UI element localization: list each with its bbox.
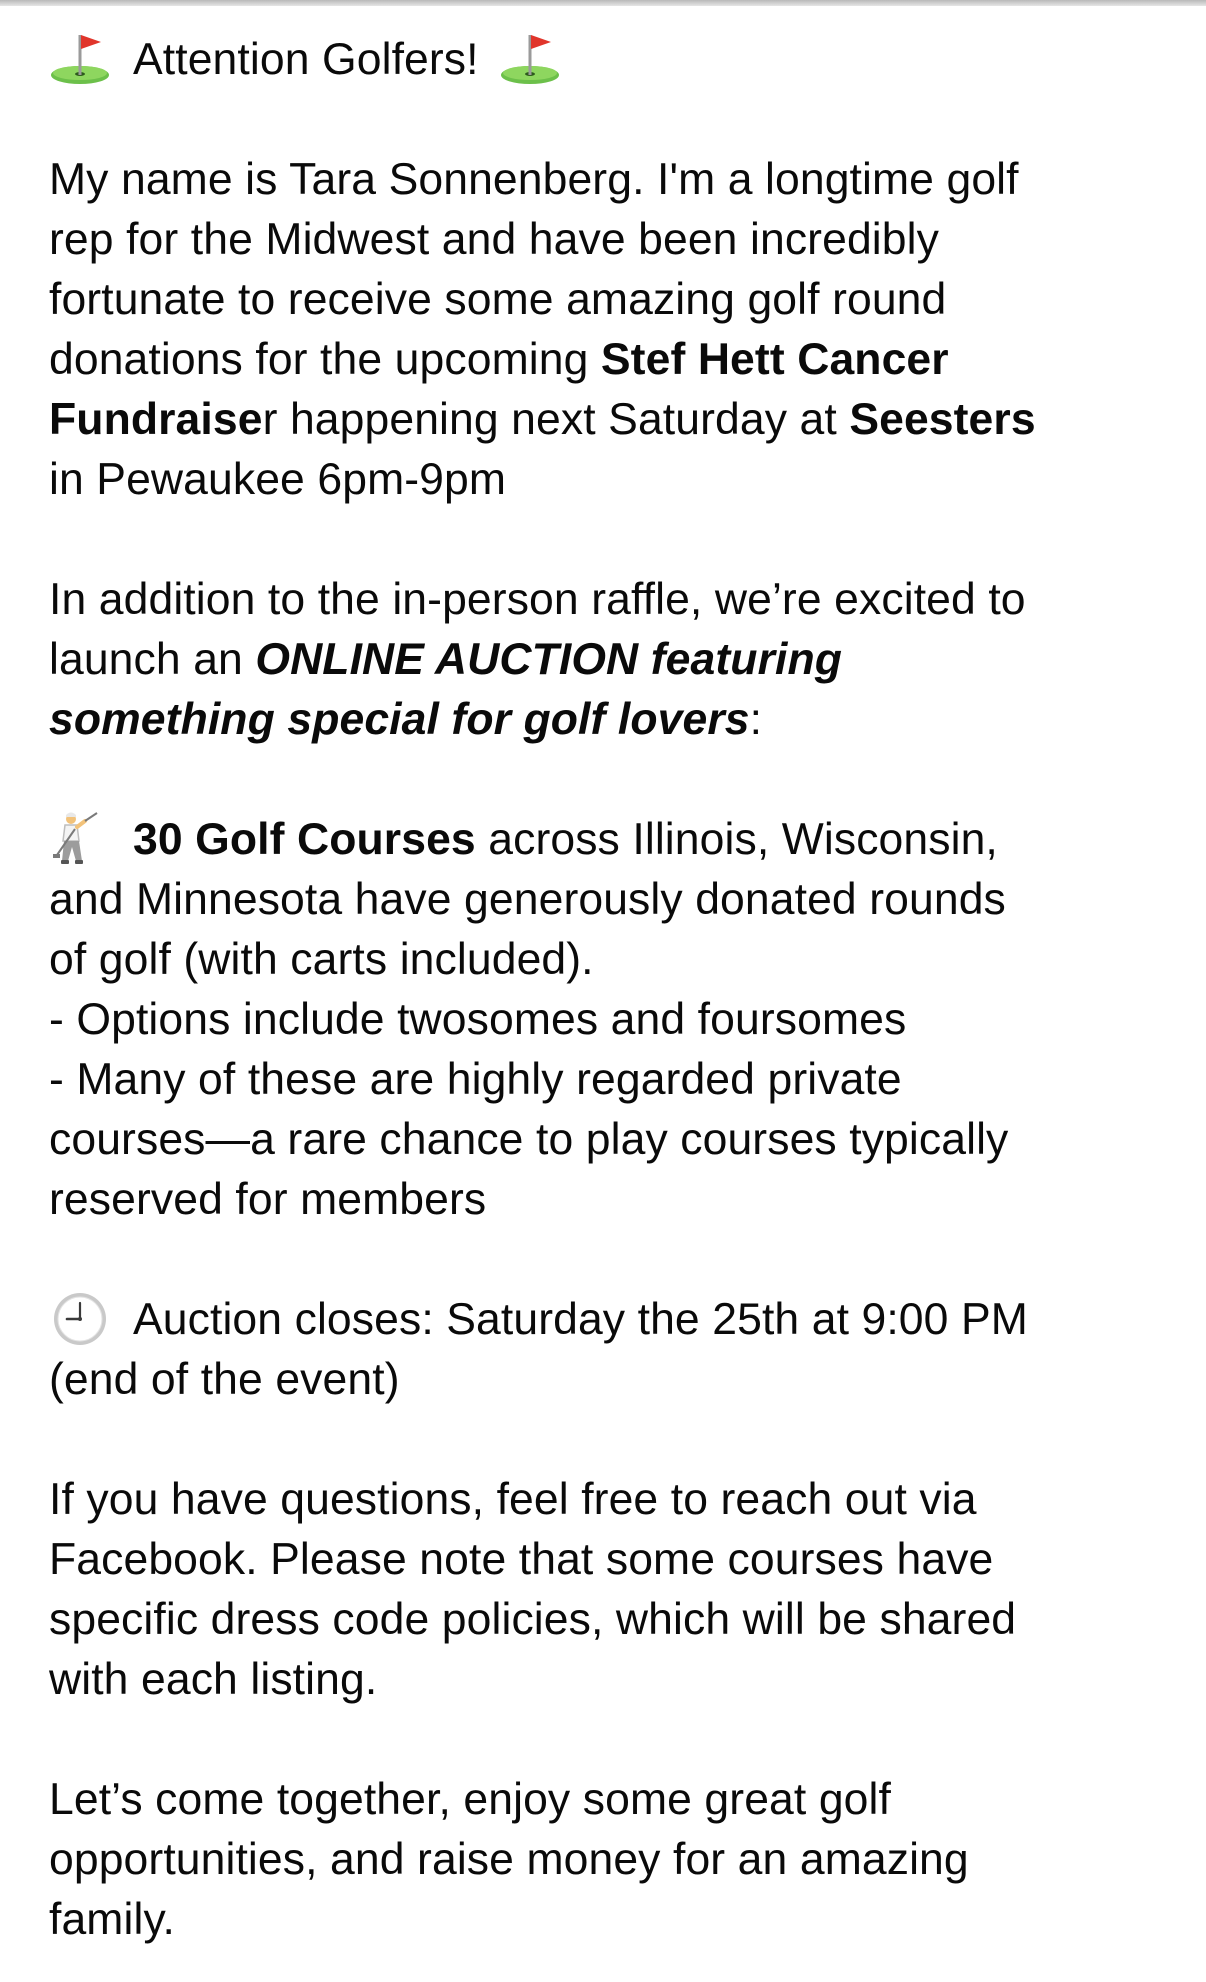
intro-text: donations for the upcoming bbox=[49, 335, 601, 384]
outro-line: Let’s come together, enjoy some great golf bbox=[49, 1775, 891, 1824]
outro-line: opportunities, and raise money for an amazing bbox=[49, 1835, 969, 1884]
closing-line bbox=[49, 1290, 1179, 1350]
questions-line: specific dress code policies, which will be shared bbox=[49, 1595, 1017, 1644]
post-header bbox=[49, 30, 1179, 90]
questions-line: If you have questions, feel free to reach out via bbox=[49, 1475, 977, 1524]
auction-highlight: something special for golf lovers bbox=[49, 695, 750, 744]
intro-line bbox=[49, 330, 1179, 390]
header-text: Attention Golfers! bbox=[133, 35, 479, 84]
intro-line: fortunate to receive some amazing golf round bbox=[49, 275, 947, 324]
courses-line: of golf (with carts included). bbox=[49, 935, 594, 984]
courses-line: courses—a rare chance to play courses typically bbox=[49, 1115, 1009, 1164]
outro-line: family. bbox=[49, 1895, 175, 1944]
post-body bbox=[49, 30, 1179, 1950]
top-divider bbox=[0, 0, 1206, 6]
golf-flag-icon bbox=[499, 31, 561, 87]
intro-line: in Pewaukee 6pm-9pm bbox=[49, 455, 507, 504]
questions-line: with each listing. bbox=[49, 1655, 378, 1704]
intro-line: My name is Tara Sonnenberg. I'm a longtime golf bbox=[49, 155, 1019, 204]
courses-line: reserved for members bbox=[49, 1175, 487, 1224]
auction-highlight: ONLINE AUCTION featuring bbox=[255, 635, 843, 684]
fundraiser-name: Fundraise bbox=[49, 395, 263, 444]
venue-name: Seesters bbox=[849, 395, 1036, 444]
courses-option-line: - Many of these are highly regarded private bbox=[49, 1055, 902, 1104]
auction-line bbox=[49, 630, 1179, 690]
auction-text: : bbox=[749, 695, 763, 744]
fundraiser-name: Stef Hett Cancer bbox=[600, 335, 949, 384]
courses-count: 30 Golf Courses bbox=[133, 815, 476, 864]
intro-text: r happening next Saturday at bbox=[262, 395, 850, 444]
questions-line: Facebook. Please note that some courses have bbox=[49, 1535, 994, 1584]
intro-line: rep for the Midwest and have been incredibly bbox=[49, 215, 939, 264]
intro-line bbox=[49, 390, 1179, 450]
golf-flag-icon bbox=[49, 31, 111, 87]
auction-line bbox=[49, 690, 1179, 750]
courses-option-line: - Options include twosomes and foursomes bbox=[49, 995, 907, 1044]
closing-text: Auction closes: Saturday the 25th at 9:00 PM bbox=[133, 1295, 1028, 1344]
courses-line bbox=[49, 810, 1179, 870]
auction-text: launch an bbox=[49, 635, 256, 684]
closing-line: (end of the event) bbox=[49, 1355, 400, 1404]
clock-icon bbox=[49, 1291, 111, 1347]
courses-line: and Minnesota have generously donated rounds bbox=[49, 875, 1006, 924]
auction-line: In addition to the in-person raffle, we’re excited to bbox=[49, 575, 1026, 624]
courses-text: across Illinois, Wisconsin, bbox=[475, 815, 998, 864]
golfer-icon bbox=[49, 811, 105, 867]
